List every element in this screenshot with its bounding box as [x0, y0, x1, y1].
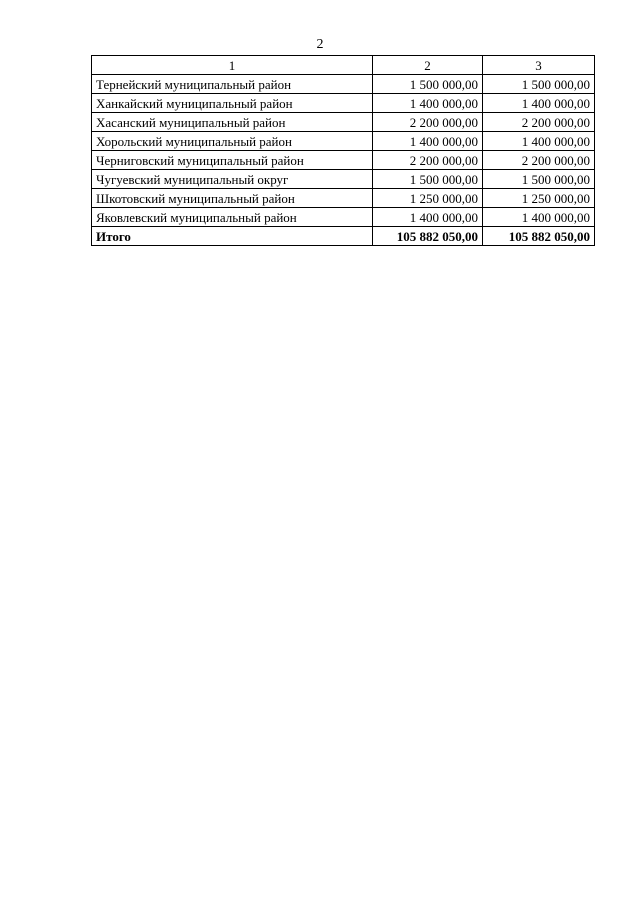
table-row	[92, 208, 595, 227]
table-row	[92, 189, 595, 208]
table-row	[92, 132, 595, 151]
column-number-1: 1	[92, 56, 373, 75]
row-value-col3: 1 500 000,00	[483, 75, 595, 94]
row-name: Чугуевский муниципальный округ	[92, 170, 373, 189]
column-number-3: 3	[483, 56, 595, 75]
row-value-col2: 1 400 000,00	[373, 132, 483, 151]
total-label: Итого	[92, 227, 373, 246]
table-row	[92, 75, 595, 94]
column-number-row	[92, 56, 595, 75]
row-name: Яковлевский муниципальный район	[92, 208, 373, 227]
row-value-col2: 1 250 000,00	[373, 189, 483, 208]
row-name: Хорольский муниципальный район	[92, 132, 373, 151]
table-row	[92, 113, 595, 132]
row-name: Тернейский муниципальный район	[92, 75, 373, 94]
page-number: 2	[316, 37, 324, 52]
row-value-col3: 1 400 000,00	[483, 94, 595, 113]
row-value-col3: 2 200 000,00	[483, 151, 595, 170]
row-value-col2: 1 500 000,00	[373, 75, 483, 94]
total-row	[92, 227, 595, 246]
row-value-col3: 2 200 000,00	[483, 113, 595, 132]
table-row	[92, 94, 595, 113]
row-name: Хасанский муниципальный район	[92, 113, 373, 132]
row-name: Шкотовский муниципальный район	[92, 189, 373, 208]
row-value-col3: 1 400 000,00	[483, 132, 595, 151]
total-value-col3: 105 882 050,00	[483, 227, 595, 246]
table-row	[92, 151, 595, 170]
row-value-col2: 2 200 000,00	[373, 113, 483, 132]
row-value-col2: 1 400 000,00	[373, 94, 483, 113]
row-value-col2: 1 400 000,00	[373, 208, 483, 227]
row-name: Черниговский муниципальный район	[92, 151, 373, 170]
total-value-col2: 105 882 050,00	[373, 227, 483, 246]
row-name: Ханкайский муниципальный район	[92, 94, 373, 113]
row-value-col2: 2 200 000,00	[373, 151, 483, 170]
table-row	[92, 170, 595, 189]
row-value-col3: 1 250 000,00	[483, 189, 595, 208]
allocation-table	[91, 55, 595, 246]
column-number-2: 2	[373, 56, 483, 75]
row-value-col3: 1 500 000,00	[483, 170, 595, 189]
row-value-col2: 1 500 000,00	[373, 170, 483, 189]
row-value-col3: 1 400 000,00	[483, 208, 595, 227]
